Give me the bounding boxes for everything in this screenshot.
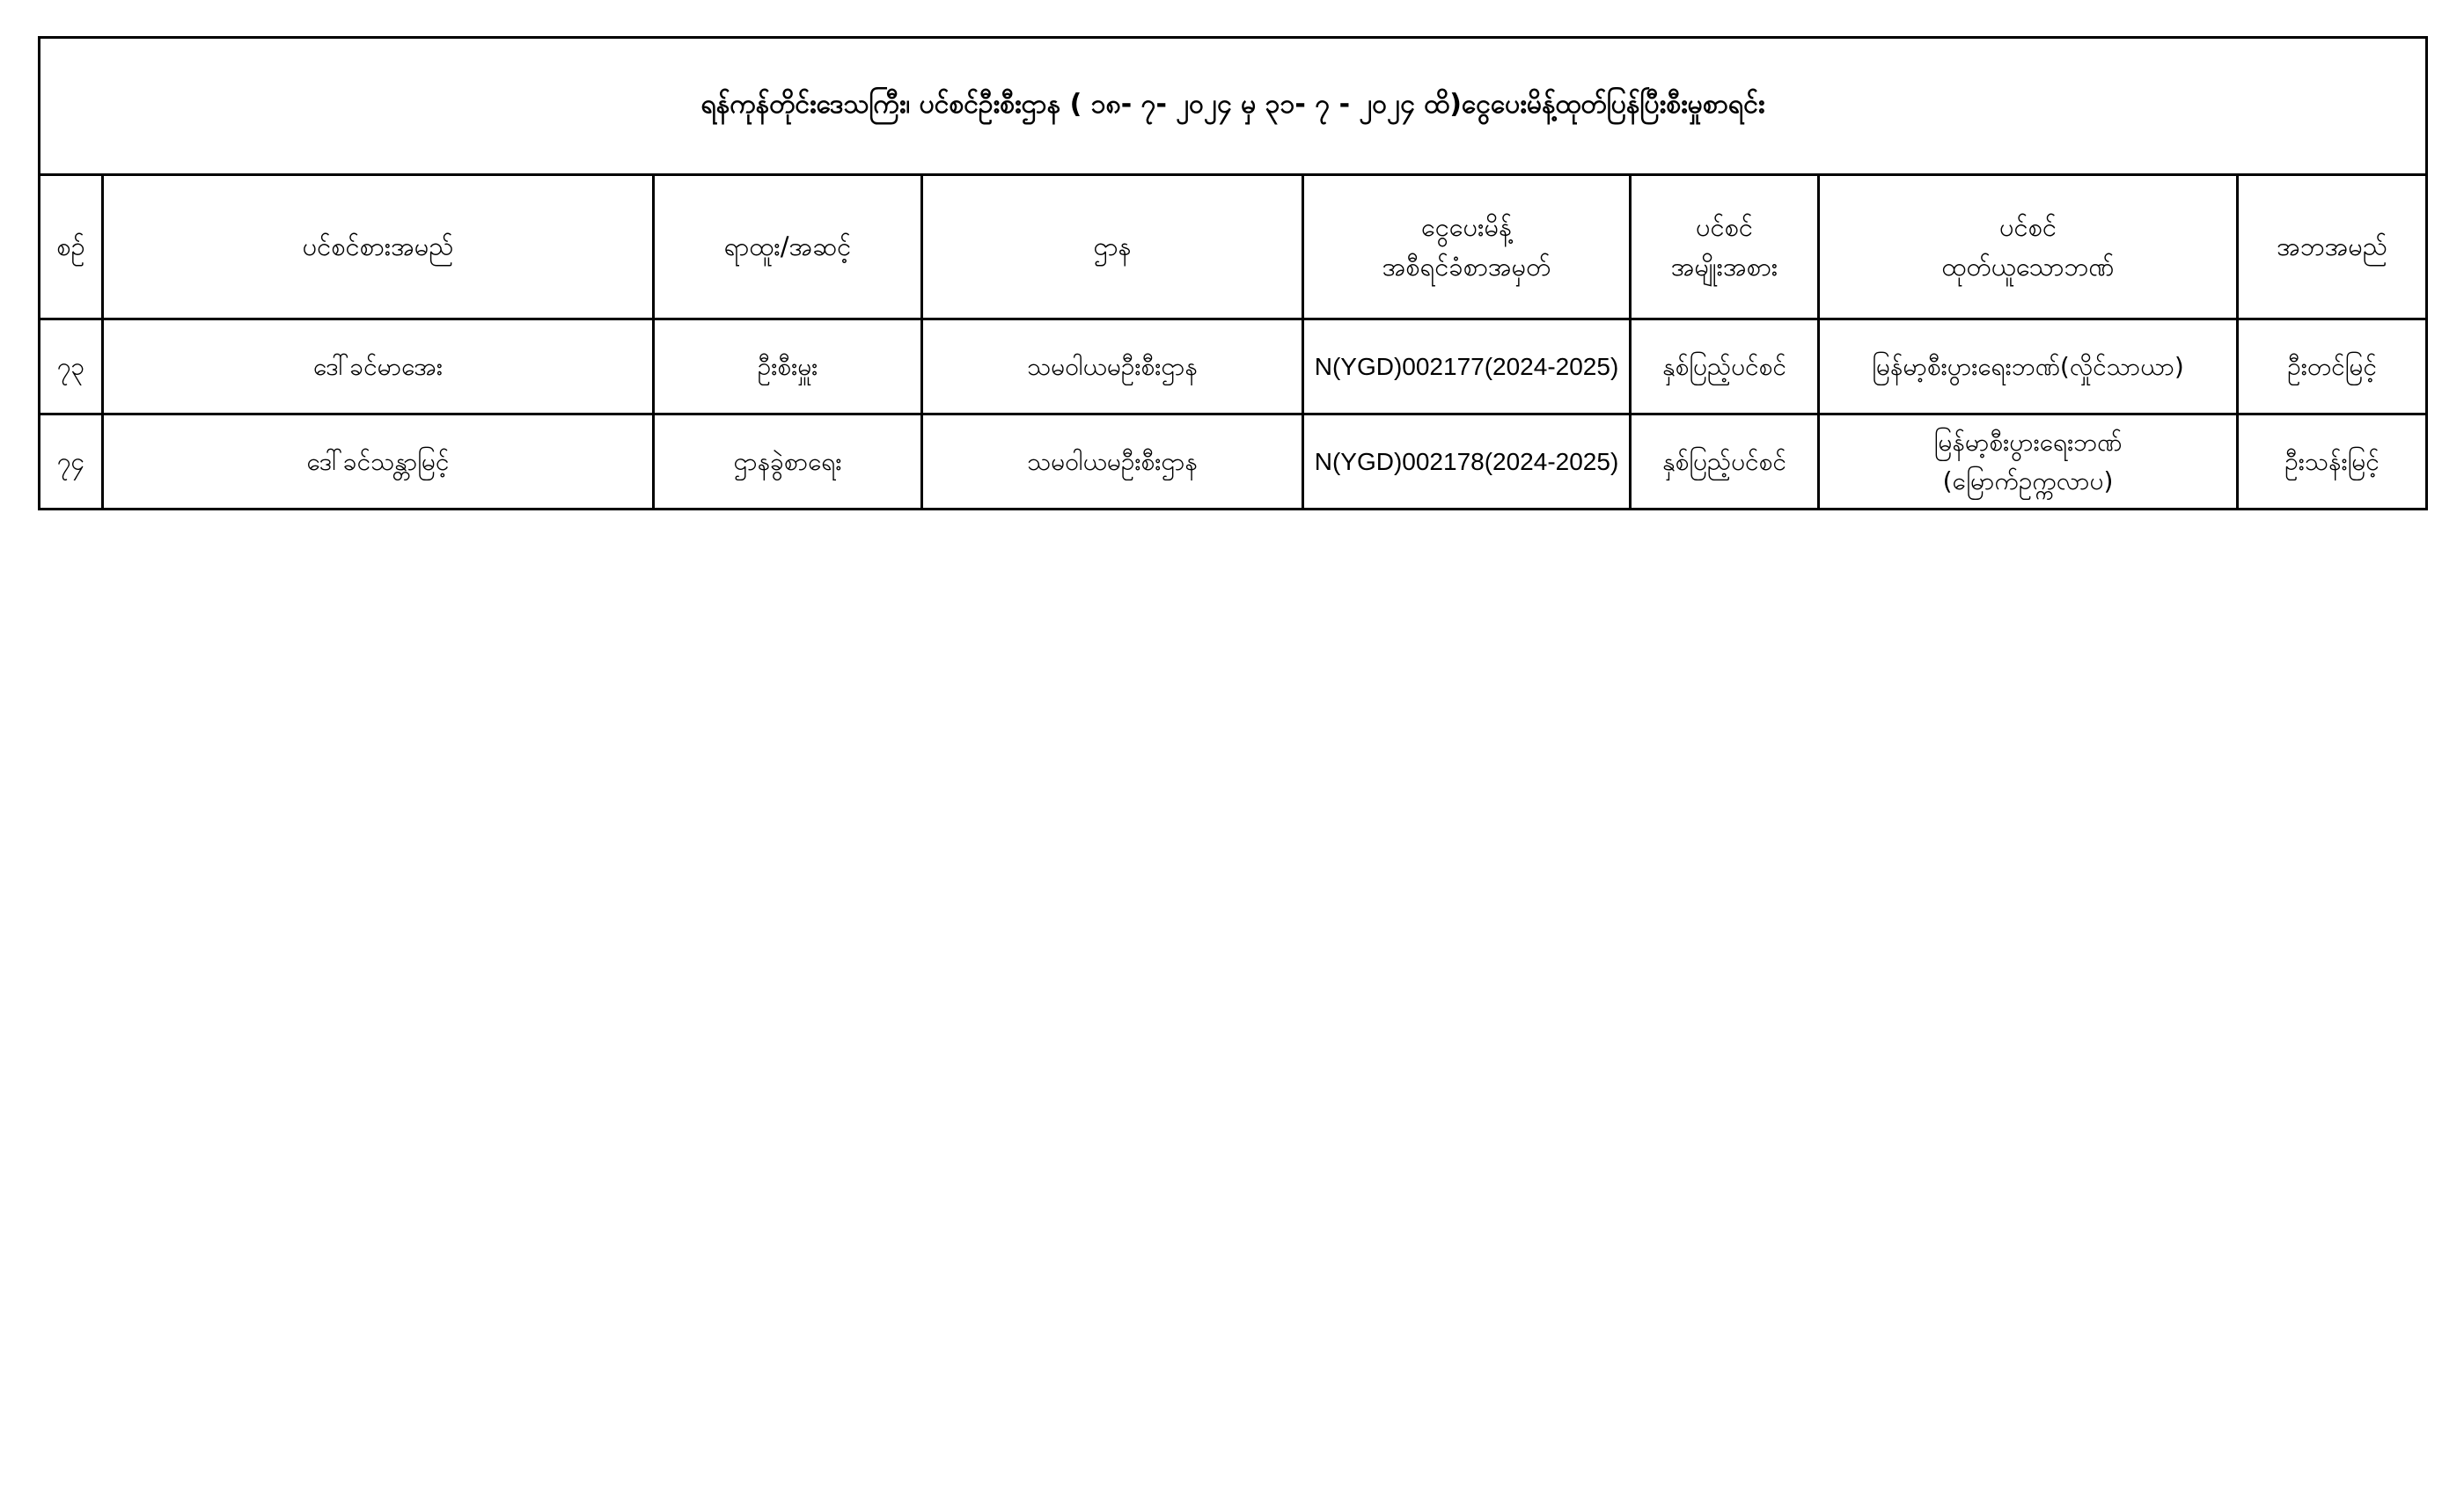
row-position: ဌာနခွဲစာရေး (654, 414, 922, 510)
row-department: သမဝါယမဦးစီးဌာန (922, 414, 1303, 510)
header-bank-line2: ထုတ်ယူသောဘဏ် (1941, 251, 2115, 282)
header-department: ဌာန (922, 175, 1303, 319)
row-payment-order: N(YGD)002177(2024-2025) (1303, 319, 1631, 414)
header-payment-order-line1: ငွေပေးမိန့် (1420, 211, 1513, 242)
document-sheet (38, 36, 2425, 510)
row-pension-type: နှစ်ပြည့်ပင်စင် (1631, 414, 1819, 510)
header-pension-type-line2: အမျိုးအစား (1670, 251, 1778, 282)
header-pension-type-line1: ပင်စင် (1695, 211, 1754, 242)
table-row (40, 319, 2427, 414)
row-pension-type: နှစ်ပြည့်ပင်စင် (1631, 319, 1819, 414)
row-position: ဦးစီးမှူး (654, 319, 922, 414)
row-bank (1819, 319, 2238, 414)
row-no: ၇၃ (40, 319, 103, 414)
row-no: ၇၄ (40, 414, 103, 510)
header-bank-line1: ပင်စင် (1998, 211, 2057, 242)
header-name: ပင်စင်စားအမည် (103, 175, 654, 319)
header-bank (1819, 175, 2238, 319)
row-name: ဒေါ်ခင်သန္တာမြင့် (103, 414, 654, 510)
row-bank-line1: မြန်မာ့စီးပွားရေးဘဏ်(လှိုင်သာယာ) (1872, 351, 2184, 381)
row-name: ဒေါ်ခင်မာအေး (103, 319, 654, 414)
header-position: ရာထူး/အဆင့် (654, 175, 922, 319)
row-bank (1819, 414, 2238, 510)
table-title: ရန်ကုန်တိုင်းဒေသကြီး၊ ပင်စင်ဦးစီးဌာန ( ၁၈- ၇- ၂၀၂၄ မှ ၃၁- ၇ - ၂၀၂၄ ထိ)ငွေပေးမိန့်ထုတ်ပြန်ပြီးစီးမှုစာရင်း (40, 38, 2427, 175)
header-no: စဉ် (40, 175, 103, 319)
row-payment-order: N(YGD)002178(2024-2025) (1303, 414, 1631, 510)
header-row (40, 175, 2427, 319)
header-pension-type (1631, 175, 1819, 319)
row-department: သမဝါယမဦးစီးဌာန (922, 319, 1303, 414)
header-payment-order (1303, 175, 1631, 319)
title-row (40, 38, 2427, 175)
row-father: ဦးတင်မြင့် (2238, 319, 2427, 414)
row-bank-line2: (မြောက်ဥက္ကလာပ) (1942, 466, 2114, 495)
pension-table (38, 36, 2428, 510)
table-row (40, 414, 2427, 510)
row-father: ဦးသန်းမြင့် (2238, 414, 2427, 510)
row-bank-line1: မြန်မာ့စီးပွားရေးဘဏ် (1933, 428, 2123, 458)
header-payment-order-line2: အစီရင်ခံစာအမှတ် (1382, 251, 1551, 282)
header-father: အဘအမည် (2238, 175, 2427, 319)
